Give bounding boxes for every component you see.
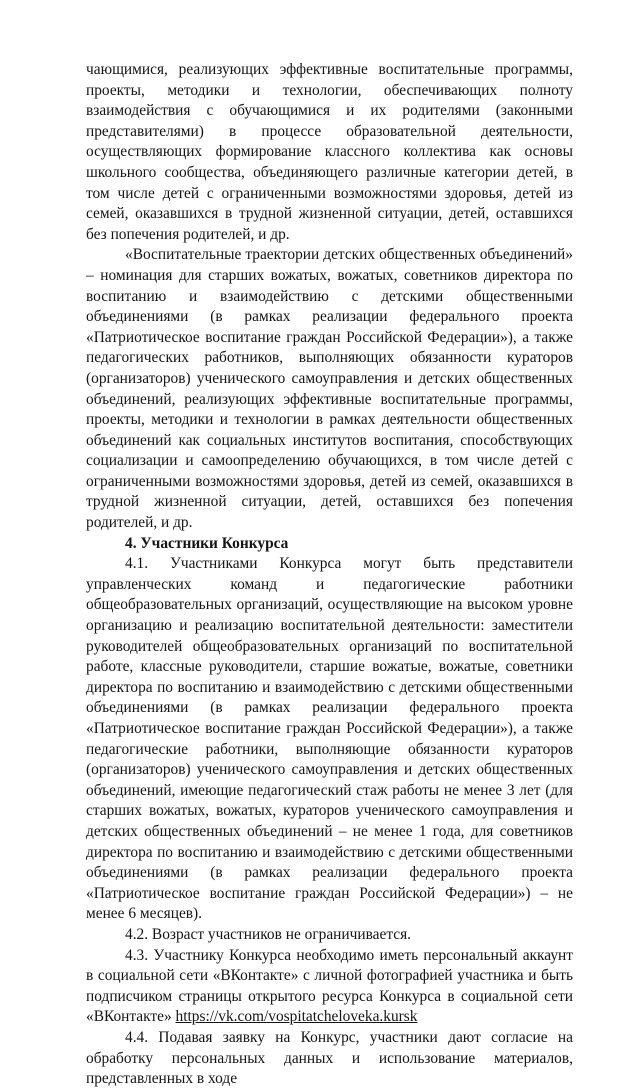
section-heading: 4. Участники Конкурса [125, 534, 289, 552]
vk-community-link[interactable]: https://vk.com/vospitatcheloveka.kursk [175, 1008, 418, 1026]
clause-4-3 [86, 946, 573, 1028]
paragraph-continuation: чающимися, реализующих эффективные воспитательные программы, проекты, методики и технологии, обеспечивающих полноту взаимодействия с обучающимися и их родителями (законными представителями) в процессе образовательной деятельности, осуществляющих формирование классного коллектива как основы школьного сообщества, объединяющего различные категории детей, в том числе детей с ограниченными возможностями здоровья, детей из семей, оказавшихся в трудной жизненной ситуации, детей, оставшихся без попечения родителей, и др. [86, 61, 573, 243]
paragraph-nomination: «Воспитательные траектории детских общественных объединений» – номинация для старших вожатых, вожатых, советников директора по воспитанию и взаимодействию с детскими общественными объединениями (в рамках реализации федерального проекта «Патриотическое воспитание граждан Российской Федерации»), а также педагогических работников, выполняющих обязанности кураторов (организаторов) ученического самоуправления и детских общественных объединений, реализующих эффективные воспитательные программы, проекты, методики и технологии в рамках деятельности общественных объединений как социальных институтов воспитания, способствующих социализации и самоопределению обучающихся, в том числе детей с ограниченными возможностями здоровья, детей из семей, оказавшихся в трудной жизненной ситуации, детей, оставшихся без попечения родителей, и др. [86, 246, 573, 532]
clause-4-3-text: 4.3. Участнику Конкурса необходимо иметь персональный аккаунт в социальной сети «ВКонтакте» с личной фотографией участника и быть подписчиком страницы открытого ресурса Конкурса в социальной сети «ВКонтакте» [86, 946, 573, 1026]
document-page [86, 60, 573, 1090]
clause-4-2: 4.2. Возраст участников не ограничивается. [125, 925, 412, 943]
clause-4-4: 4.4. Подавая заявку на Конкурс, участники дают согласие на обработку персональных данных и использование материалов, представленных в ходе [86, 1028, 573, 1088]
clause-4-1: 4.1. Участниками Конкурса могут быть представители управленческих команд и педагогические работники общеобразовательных организаций, осуществляющие на высоком уровне организацию и реализацию воспитательной деятельности: заместители руководителей общеобразовательных организаций по воспитательной работе, классные руководители, старшие вожатые, вожатые, советники директора по воспитанию и взаимодействию с детскими общественными объединениями (в рамках реализации федерального проекта «Патриотическое воспитание граждан Российской Федерации»), а также педагогические работники, выполняющие обязанности кураторов (организаторов) ученического самоуправления и детских общественных объединений, имеющие педагогический стаж работы не менее 3 лет (для старших вожатых, вожатых, кураторов ученического самоуправления и детских общественных объединений – не менее 1 года, для советников директора по воспитанию и взаимодействию с детскими общественными объединениями (в рамках реализации федерального проекта «Патриотическое воспитание граждан Российской Федерации») – не менее 6 месяцев). [86, 555, 573, 923]
